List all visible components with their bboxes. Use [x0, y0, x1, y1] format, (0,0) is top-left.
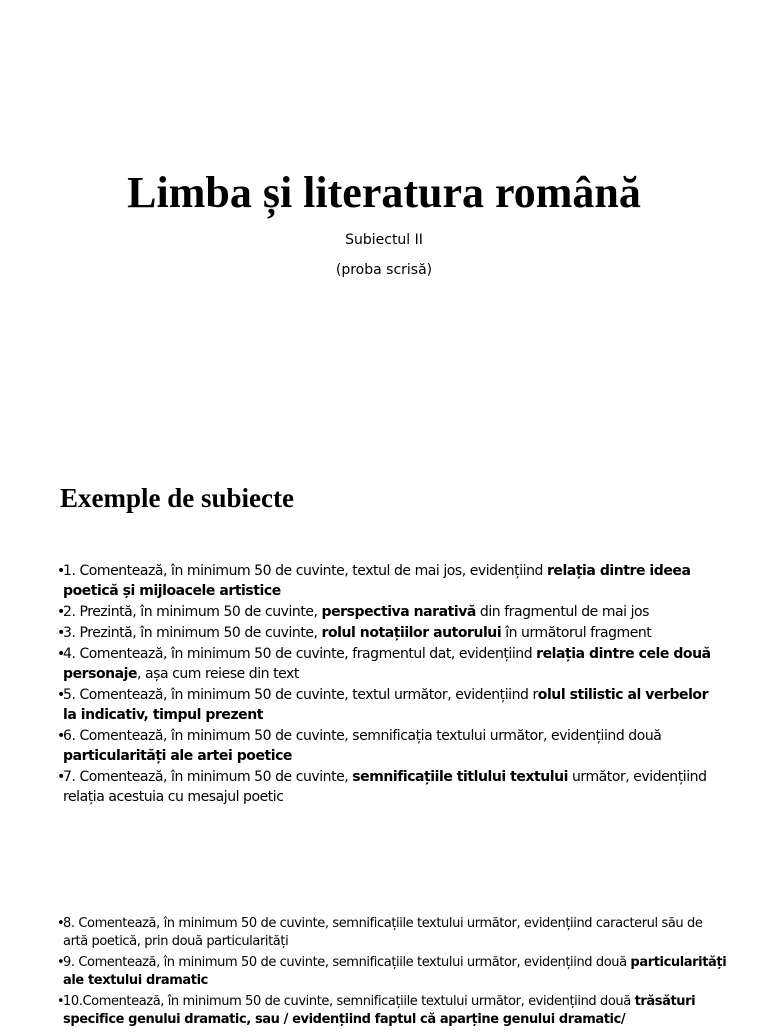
item-emphasis: semnificațiile titlului textului — [352, 769, 568, 785]
list-item — [58, 726, 718, 766]
presentation-title: Limba și literatura română — [127, 168, 641, 217]
bullet-icon: • — [57, 625, 65, 641]
item-text: 5. Comentează, în minimum 50 de cuvinte, textul următor, evidențiind r — [63, 687, 538, 703]
item-emphasis: rolul notațiilor autorului — [321, 625, 502, 641]
bullet-icon: • — [57, 994, 65, 1009]
bullet-icon: • — [57, 769, 65, 785]
bullet-icon: • — [57, 563, 65, 579]
bullet-icon: • — [57, 916, 65, 931]
item-emphasis: particularități ale textului dramatic — [63, 955, 727, 988]
list-item — [58, 602, 718, 622]
item-emphasis: relația dintre cele două personaje — [63, 646, 711, 682]
slide-title — [0, 0, 768, 400]
item-text-end: din fragmentul de mai jos — [475, 604, 649, 620]
bullet-icon: • — [57, 687, 65, 703]
item-text: 9. Comentează, în minimum 50 de cuvinte, semnificațiile textului următor, evidențiind două — [63, 955, 631, 970]
list-item — [58, 623, 718, 643]
bullet-icon: • — [57, 646, 65, 662]
item-emphasis: perspectiva narativă — [321, 604, 476, 620]
item-text: 8. Comentează, în minimum 50 de cuvinte, semnificațiile textului următor, evidențiind caracterul său de artă poetică, prin două particularități — [63, 916, 703, 949]
examples-list — [58, 561, 718, 808]
subtitle-subject: Subiectul II — [345, 232, 423, 248]
item-text: 4. Comentează, în minimum 50 de cuvinte, fragmentul dat, evidențiind — [63, 646, 537, 662]
item-emphasis: relația dintre ideea poetică și mijloacele artistice — [63, 563, 691, 599]
item-text: 6. Comentează, în minimum 50 de cuvinte, semnificația textului următor, evidențiind două — [63, 728, 662, 744]
item-text-end: în următorul fragment — [501, 625, 652, 641]
item-text: 1. Comentează, în minimum 50 de cuvinte, textul de mai jos, evidențiind — [63, 563, 547, 579]
list-item — [58, 644, 718, 684]
item-text: 7. Comentează, în minimum 50 de cuvinte, — [63, 769, 353, 785]
item-text: 3. Prezintă, în minimum 50 de cuvinte, — [63, 625, 322, 641]
item-text-end: următor, evidențiind relația acestuia cu mesajul poetic — [63, 769, 707, 805]
item-emphasis: particularități ale artei poetice — [63, 748, 292, 764]
item-emphasis: olul stilistic al verbelor la indicativ, timpul prezent — [63, 687, 709, 723]
bullet-icon: • — [57, 955, 65, 970]
item-text-end: , așa cum reiese din text — [137, 666, 299, 682]
list-item — [58, 915, 728, 951]
item-text: 2. Prezintă, în minimum 50 de cuvinte, — [63, 604, 322, 620]
item-text: 10.Comentează, în minimum 50 de cuvinte, semnificațiile textului următor, evidențiind două — [63, 994, 635, 1009]
list-item — [58, 561, 718, 601]
bullet-icon: • — [57, 728, 65, 744]
examples-heading: Exemple de subiecte — [60, 483, 294, 513]
more-examples-list — [58, 915, 728, 1032]
item-emphasis: trăsături specifice genului dramatic, sau / evidențiind faptul că aparține genului dramatic/ — [63, 994, 696, 1027]
bullet-icon: • — [57, 604, 65, 620]
list-item — [58, 767, 718, 807]
list-item — [58, 954, 728, 990]
list-item — [58, 685, 718, 725]
subtitle-exam-type: (proba scrisă) — [335, 262, 433, 278]
